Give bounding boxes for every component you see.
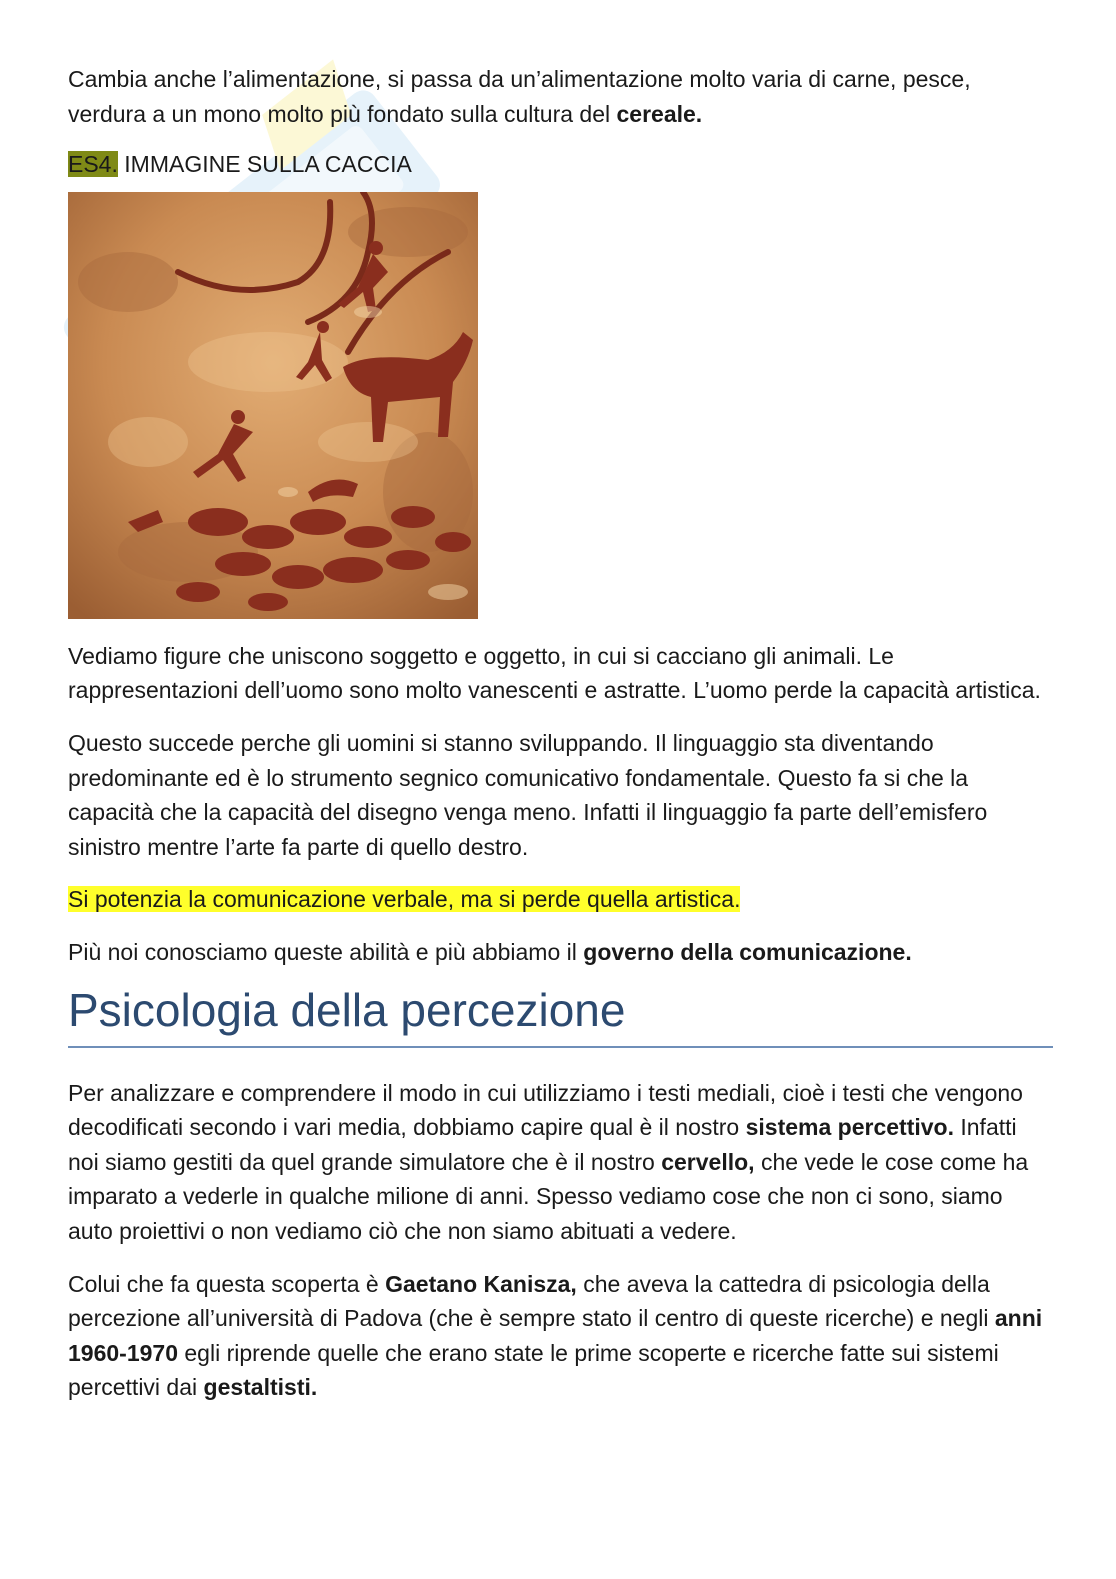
bold-governo: governo della comunicazione.: [583, 938, 912, 965]
text-run: egli riprende quelle che erano state le prime scoperte e ricerche fatte sui sistemi percettivi dai: [68, 1339, 999, 1401]
paragraph-highlight: [68, 882, 1053, 917]
bold-gestaltisti: gestaltisti.: [203, 1374, 318, 1401]
text-run: Più noi conosciamo queste abilità e più abbiamo il: [68, 938, 584, 965]
paragraph-figure: Vediamo figure che uniscono soggetto e oggetto, in cui si cacciano gli animali. Le rappresentazioni dell’uomo sono molto vanescenti e astratte. L’uomo perde la capacità artistica.: [68, 642, 1041, 704]
text-run: Colui che fa questa scoperta è: [68, 1270, 386, 1297]
bold-sistema-percettivo: sistema percettivo.: [745, 1114, 954, 1141]
text-run: Cambia anche l’alimentazione, si passa da un’alimentazione molto varia di carne, pesce, verdura a un mono molto più fondato sulla cultura del: [68, 66, 971, 127]
text-run: Infatti noi siamo gestiti da quel grande simulatore che è il nostro: [68, 1114, 1017, 1175]
exercise-label: [68, 147, 1053, 182]
bold-kanisza: Gaetano Kanisza,: [385, 1270, 577, 1297]
text-run: Per analizzare e comprendere il modo in cui utilizziamo i testi mediali, cioè i testi che vengono decodificati secondo i vari media, dobbiamo capire qual è il nostro: [68, 1079, 1023, 1141]
document-page: [68, 62, 1053, 1405]
bold-anni: anni 1960-1970: [68, 1305, 1043, 1366]
bold-cervello: cervello,: [661, 1148, 755, 1175]
highlighted-sentence: Si potenzia la comunicazione verbale, ma si perde quella artistica.: [68, 886, 741, 913]
section-heading: Psicologia della percezione: [68, 982, 1053, 1048]
paragraph-governo: [68, 935, 1053, 970]
paragraph-sistema-percettivo: [68, 1076, 1053, 1249]
text-run: che vede le cose come ha imparato a vederle in qualche milione di anni. Spesso vediamo cose che non ci sono, siamo auto proiettivi o non vediamo ciò che non siamo abituati a vedere.: [68, 1148, 1029, 1244]
cave-painting-image: [68, 192, 478, 619]
bold-cereale: cereale.: [616, 100, 703, 127]
exercise-tag: ES4.: [68, 151, 118, 178]
paragraph-kanisza: [68, 1267, 1053, 1405]
exercise-title: IMMAGINE SULLA CACCIA: [117, 151, 412, 178]
text-run: che aveva la cattedra di psicologia della percezione all’università di Padova (che è sempre stato il centro di queste ricerche) e negli: [68, 1270, 995, 1332]
paragraph-linguaggio: Questo succede perche gli uomini si stanno sviluppando. Il linguaggio sta diventando predominante ed è lo strumento segnico comunicativo fondamentale. Questo fa si che la capacità che la capacità del disegno venga meno. Infatti il linguaggio fa parte dell’emisfero sinistro mentre l’arte fa parte di quello destro.: [68, 729, 988, 860]
paragraph-alimentazione: [68, 62, 1053, 131]
